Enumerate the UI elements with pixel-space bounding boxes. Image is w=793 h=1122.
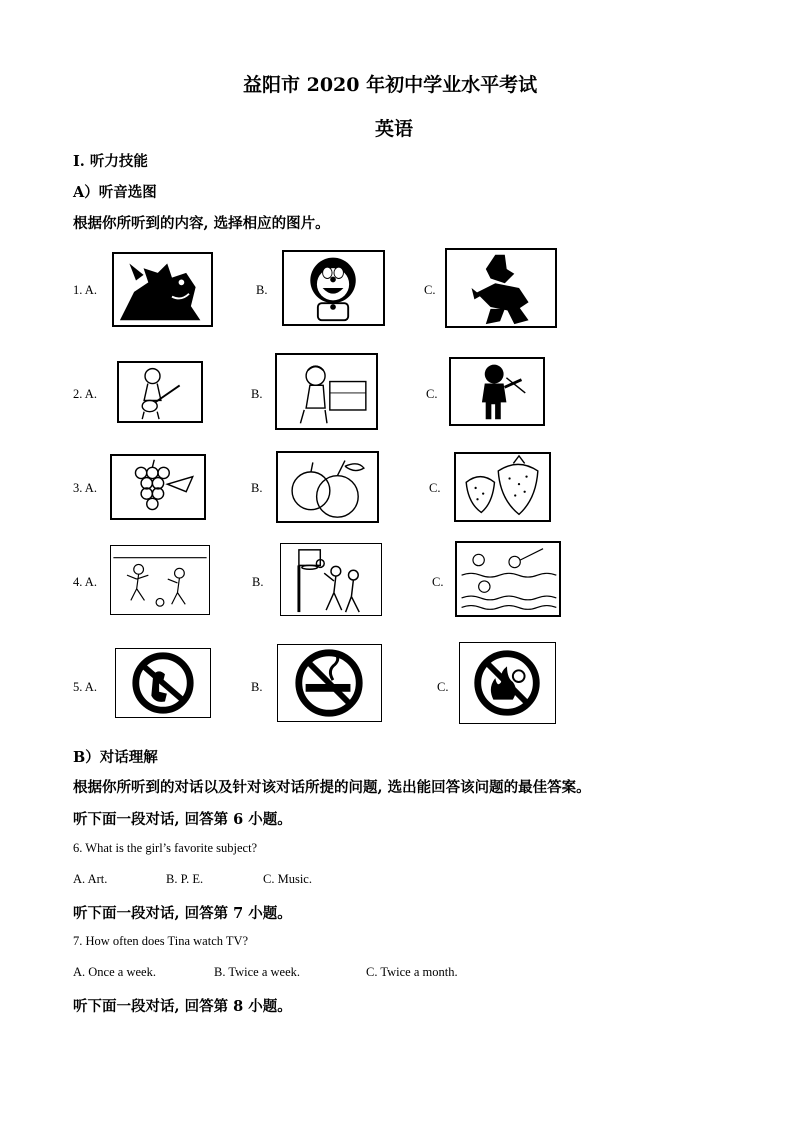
question-3-label: 3. A. [73, 481, 97, 495]
question-1-label: 1. A. [73, 283, 97, 297]
q4-option-b-image[interactable] [280, 543, 382, 616]
question-4-c-label: C. [432, 575, 444, 589]
question-4-b-label: B. [252, 575, 264, 589]
section-heading: Ⅰ. 听力技能 [73, 153, 148, 170]
prompt-question-8: 听下面一段对话, 回答第 8 小题。 [73, 998, 292, 1015]
grapes-icon [112, 456, 204, 518]
question-7-text: 7. How often does Tina watch TV? [73, 934, 249, 948]
question-1-c-label: C. [424, 283, 436, 297]
question-2-c-label: C. [426, 387, 438, 401]
q7-option-c[interactable]: C. Twice a month. [366, 965, 458, 979]
exam-title: 益阳市 2020 年初中学业水平考试 [243, 74, 538, 96]
q1-option-a-image[interactable] [112, 252, 213, 327]
question-3-c-label: C. [429, 481, 441, 495]
q2-option-a-image[interactable] [117, 361, 203, 423]
question-5-b-label: B. [251, 680, 263, 694]
part-a-instruction: 根据你所听到的内容, 选择相应的图片。 [73, 215, 330, 232]
question-5-c-label: C. [437, 680, 449, 694]
q5-option-b-image[interactable] [277, 644, 382, 722]
no-phone-sign-icon [116, 649, 210, 717]
prompt-question-7: 听下面一段对话, 回答第 7 小题。 [73, 905, 292, 922]
q3-option-a-image[interactable] [110, 454, 206, 520]
question-5-label: 5. A. [73, 680, 97, 694]
q6-option-b[interactable]: B. P. E. [166, 872, 204, 886]
no-smoking-sign-icon [278, 645, 381, 721]
basketball-game-icon [281, 544, 381, 615]
q5-option-c-image[interactable] [459, 642, 556, 724]
child-playing-violin-silhouette-icon [451, 359, 543, 424]
football-match-icon [111, 546, 209, 614]
q3-option-b-image[interactable] [276, 451, 379, 523]
q2-option-c-image[interactable] [449, 357, 545, 426]
question-1-b-label: B. [256, 283, 268, 297]
q3-option-c-image[interactable] [454, 452, 551, 522]
part-b-heading: B）对话理解 [73, 749, 158, 766]
part-a-heading: A）听音选图 [73, 184, 157, 201]
prompt-question-6: 听下面一段对话, 回答第 6 小题。 [73, 811, 292, 828]
question-3-b-label: B. [251, 481, 263, 495]
no-fire-sign-icon [460, 643, 555, 723]
doraemon-cartoon-icon [284, 252, 383, 324]
q1-option-c-image[interactable] [445, 248, 557, 328]
q7-option-b[interactable]: B. Twice a week. [214, 965, 301, 979]
apples-icon [278, 453, 377, 521]
swimming-icon [457, 543, 559, 615]
question-2-b-label: B. [251, 387, 263, 401]
part-b-instruction: 根据你所听到的对话以及针对该对话所提的问题, 选出能回答该问题的最佳答案。 [73, 779, 591, 796]
q6-option-c[interactable]: C. Music. [263, 872, 312, 886]
q7-option-a[interactable]: A. Once a week. [73, 965, 156, 979]
q6-option-a[interactable]: A. Art. [73, 872, 108, 886]
q4-option-a-image[interactable] [110, 545, 210, 615]
boy-playing-guitar-icon [119, 363, 201, 421]
q2-option-b-image[interactable] [275, 353, 378, 430]
q1-option-b-image[interactable] [282, 250, 385, 326]
q4-option-c-image[interactable] [455, 541, 561, 617]
subject-title: 英语 [375, 118, 414, 140]
question-6-text: 6. What is the girl’s favorite subject? [73, 841, 258, 855]
question-2-label: 2. A. [73, 387, 97, 401]
devil-figure-icon [114, 254, 211, 325]
donald-duck-cartoon-icon [447, 250, 555, 326]
question-4-label: 4. A. [73, 575, 97, 589]
boy-playing-piano-icon [277, 355, 376, 428]
q5-option-a-image[interactable] [115, 648, 211, 718]
strawberries-icon [456, 454, 549, 520]
